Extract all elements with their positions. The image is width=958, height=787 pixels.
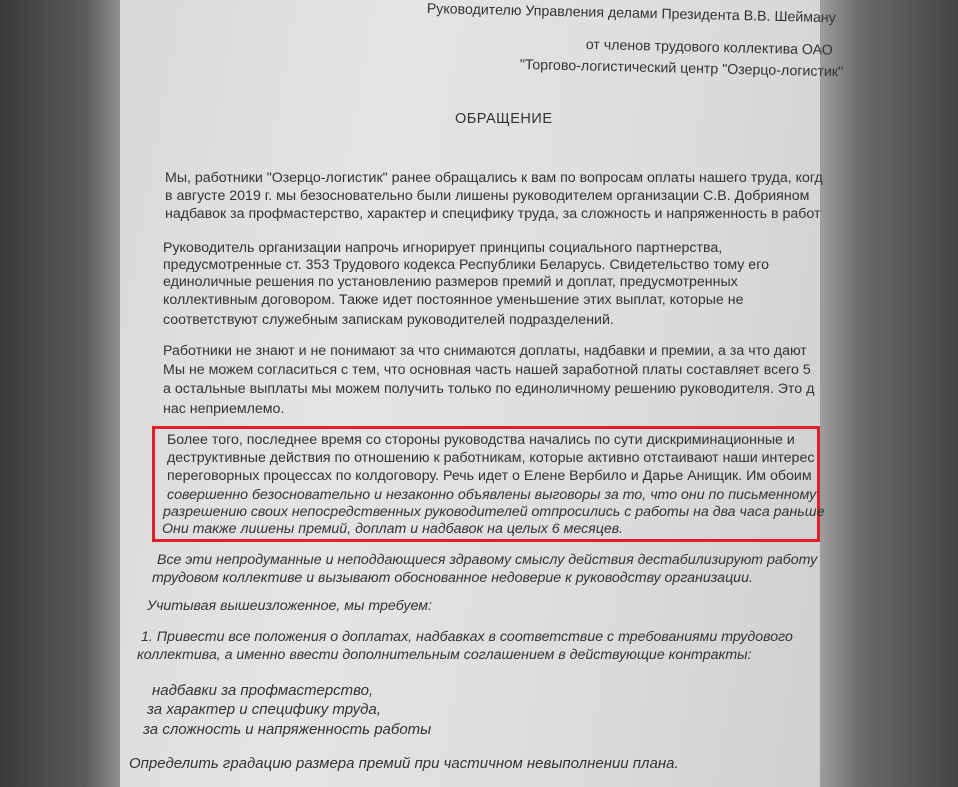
highlighted-line-5: разрешению своих непосредственных руководителей отпросились с работы на два часа раньше — [163, 504, 825, 520]
demands-intro: Учитывая вышеизложенное, мы требуем: — [147, 598, 432, 614]
demand-1-line-1: 1. Привести все положения о доплатах, надбавках в соответствие с требованиями трудового — [141, 629, 793, 645]
addressee-line: Руководителю Управления делами Президента В.В. Шейману — [426, 0, 836, 27]
demand-1-item-1: надбавки за профмастерство, — [152, 682, 374, 699]
paragraph-2-line-3: единоличные решения по установлению размеров премий и доплат, предусмотренных — [163, 274, 738, 290]
demand-1-item-2: за характер и специфику труда, — [147, 701, 381, 718]
paragraph-3-line-3: а остальные выплаты мы можем получить только по единоличному решению руководителя. Это д — [163, 381, 815, 397]
paragraph-2-line-1: Руководитель организации напрочь игнорирует принципы социального партнерства, — [163, 240, 723, 256]
demand-1-line-2: коллектива, а именно ввести дополнительным соглашением в действующие контракты: — [137, 647, 752, 663]
highlighted-line-6: Они также лишены премий, доплат и надбавок на целых 6 месяцев. — [162, 521, 624, 537]
document-title: ОБРАЩЕНИЕ — [455, 111, 553, 127]
paragraph-3-line-4: нас неприемлемо. — [163, 401, 285, 417]
paragraph-1-line-3: надбавок за профмастерство, характер и специфику труда, за сложность и напряженность в работ — [165, 206, 821, 222]
paragraph-1-line-1: Мы, работники "Озерцо-логистик" ранее обращались к вам по вопросам оплаты нашего труда, когд — [165, 170, 823, 186]
demand-1-item-3: за сложность и напряженность работы — [143, 721, 432, 738]
background-right — [820, 0, 958, 787]
paragraph-5-line-2: трудовом коллективе и вызывают обоснованное недоверие к руководству организации. — [152, 570, 753, 586]
paragraph-1-line-2: в августе 2019 г. мы безосновательно были лишены руководителем организации С.В. Добрияном — [165, 188, 810, 204]
background-left — [0, 0, 120, 787]
paragraph-2-line-2: предусмотренные ст. 353 Трудового кодекса Республики Беларусь. Свидетельство тому его — [163, 257, 769, 273]
paragraph-2-line-5: соответствуют служебным запискам руководителей подразделений. — [163, 312, 614, 328]
paragraph-3-line-1: Работники не знают и не понимают за что снимаются доплаты, надбавки и премии, а за что дают — [163, 343, 807, 359]
paragraph-2-line-4: коллективным договором. Также идет постоянное уменьшение этих выплат, которые не — [163, 292, 744, 308]
highlighted-line-4: совершенно безосновательно и незаконно объявлены выговоры за то, что они по письменному — [167, 487, 817, 503]
highlighted-line-2: деструктивные действия по отношению к работникам, которые активно отстаивают наши интерес — [167, 450, 815, 466]
paragraph-5-line-1: Все эти непродуманные и неподдающиеся здравому смыслу действия дестабилизируют работу — [157, 552, 818, 568]
organization-line: "Торгово-логистический центр "Озерцо-логистик" — [519, 56, 844, 81]
paragraph-3-line-2: Мы не можем согласиться с тем, что основная часть нашей заработной платы составляет всего 5 — [163, 362, 811, 378]
sender-line: от членов трудового коллектива ОАО — [585, 36, 833, 59]
highlighted-line-3: переговорных процессах по колдоговору. Речь идет о Елене Вербило и Дарье Анищик. Им обоим — [167, 468, 812, 484]
highlighted-line-1: Более того, последнее время со стороны руководства начались по сути дискриминационные и — [167, 432, 795, 448]
demand-2: Определить градацию размера премий при частичном невыполнении плана. — [129, 755, 679, 772]
